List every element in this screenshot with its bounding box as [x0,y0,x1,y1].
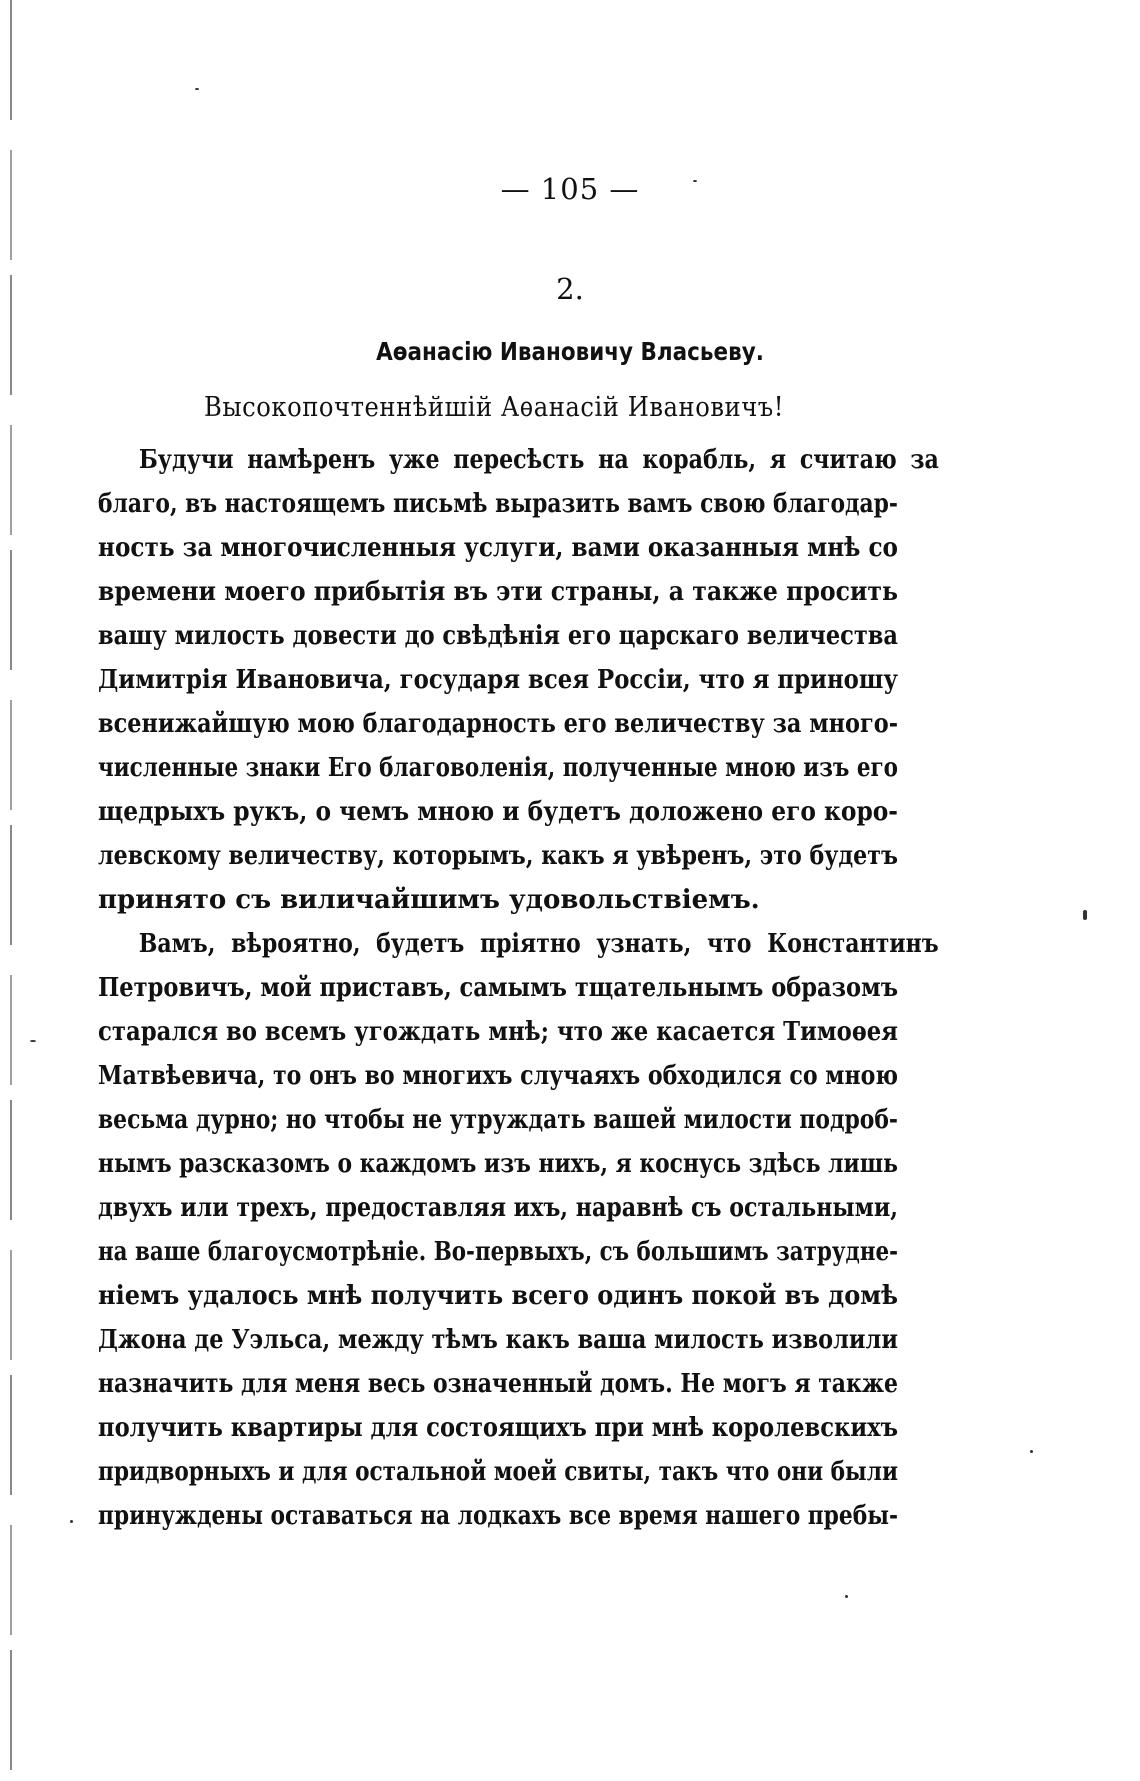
text-line: Будучи намѣренъ уже пересѣсть на корабль, я считаю за [138,445,939,475]
text-line: весьма дурно; но чтобы не утруждать вашей милости подроб- [98,1105,898,1135]
text-line: придворныхъ и для остальной моей свиты, такъ что они были [98,1457,898,1487]
scan-speck [1030,1450,1033,1453]
scan-speck [195,88,199,90]
text-line: ніемъ удалось мнѣ получить всего одинъ покой въ домѣ [98,1281,898,1311]
scan-left-edge [10,0,12,1781]
text-line: на ваше благоусмотрѣніе. Во-первыхъ, съ большимъ затрудне- [98,1237,898,1267]
text-line: благо, въ настоящемъ письмѣ выразить вамъ свою благодар- [98,489,898,519]
section-number: 2. [556,272,584,306]
scan-speck [70,1520,73,1523]
text-line: принято съ виличайшимъ удовольствіемъ. [98,885,760,915]
text-line: вашу милость довести до свѣдѣнія его царскаго величества [98,621,898,651]
text-line: старался во всемъ угождать мнѣ; что же касается Тимоѳея [98,1017,898,1047]
text-line: Матвѣевича, то онъ во многихъ случаяхъ обходился со мною [98,1061,898,1091]
text-line: получить квартиры для состоящихъ при мнѣ королевскихъ [98,1413,898,1443]
scan-speck [845,1595,848,1598]
text-line: ность за многочисленныя услуги, вами оказанныя мнѣ со [98,533,898,563]
text-line: всенижайшую мою благодарность его величеству за много- [98,709,898,739]
letter-body [98,438,939,1538]
text-line: нымъ разсказомъ о каждомъ изъ нихъ, я коснусь здѣсь лишь [98,1149,898,1179]
page-number: — 105 — [500,172,640,206]
letter-salutation: Высокопочтеннѣйшій Аѳанасій Ивановичъ! [204,392,784,423]
text-line: Вамъ, вѣроятно, будетъ пріятно узнать, что Константинъ [138,929,939,959]
scan-speck [1083,910,1087,920]
text-line: принуждены оставаться на лодкахъ все время нашего пребы- [98,1501,898,1531]
text-line: Димитрія Ивановича, государя всея Россіи, что я приношу [98,665,898,695]
letter-addressee: Аѳанасію Ивановичу Власьеву. [376,337,764,366]
text-line: двухъ или трехъ, предоставляя ихъ, наравнѣ съ остальными, [98,1193,898,1223]
text-line: назначить для меня весь означенный домъ. Не могъ я также [98,1369,898,1399]
scan-speck [30,1040,36,1042]
text-line: Джона де Уэльса, между тѣмъ какъ ваша милость изволили [98,1325,898,1355]
text-line: времени моего прибытія въ эти страны, а также просить [98,577,898,607]
text-line: Петровичъ, мой приставъ, самымъ тщательнымъ образомъ [98,973,898,1003]
text-line: левскому величеству, которымъ, какъ я увѣренъ, это будетъ [98,841,898,871]
text-line: численные знаки Его благоволенія, полученные мною изъ его [98,753,898,783]
text-line: щедрыхъ рукъ, о чемъ мною и будетъ доложено его коро- [98,797,898,827]
scan-speck [693,180,697,182]
